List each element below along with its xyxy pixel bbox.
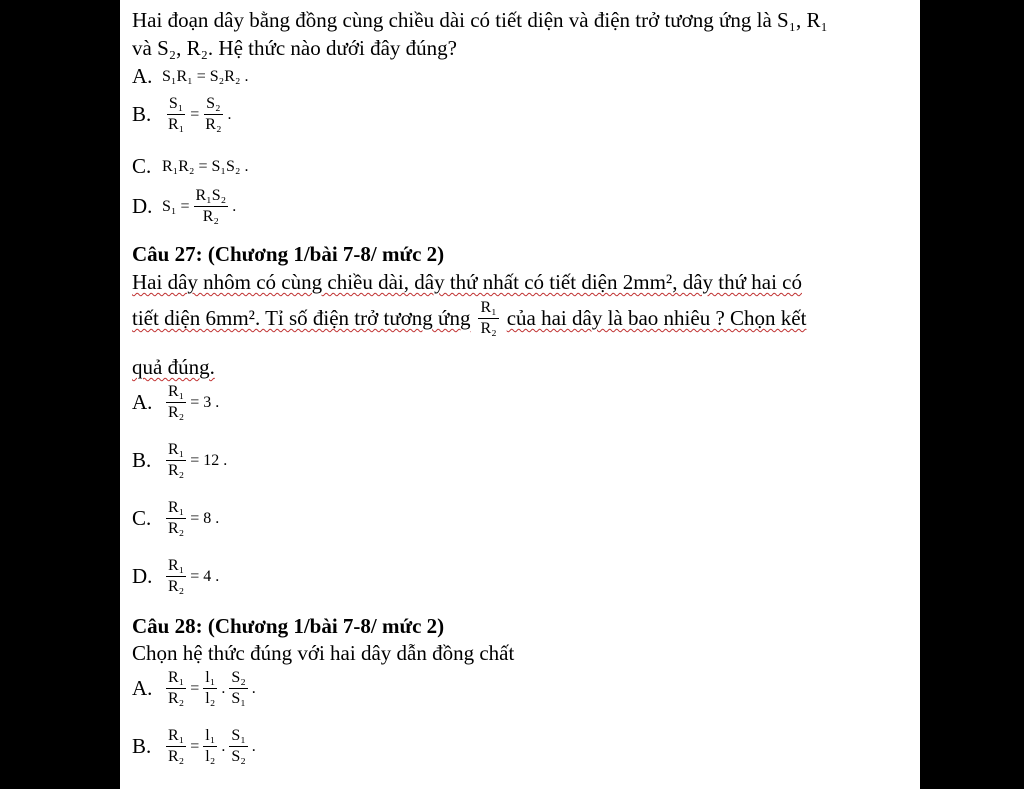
option-rhs: = 8 . [190,509,220,527]
multiply-dot: . [221,679,226,697]
fraction [229,726,247,767]
option-label: D. [132,194,153,218]
numerator: l₁ [203,726,217,747]
denominator: R₂ [480,320,497,337]
q27-option-a [132,382,219,423]
denominator: R₂ [202,208,219,225]
fraction [166,556,186,597]
q28-option-b [132,726,256,767]
denominator: R₂ [205,116,222,133]
denominator: S₂ [231,748,246,765]
q27-line2-start: tiết diện 6mm². Tỉ số điện trở tương ứng [132,306,471,330]
option-label: B. [132,448,152,472]
q27-option-c [132,498,219,539]
fraction [166,94,186,135]
option-label: A. [132,676,153,700]
option-label: C. [132,506,152,530]
q27-option-b [132,440,227,481]
numerator: R₁ [166,726,186,747]
fraction [203,94,223,135]
q28-heading: Câu 28: (Chương 1/bài 7-8/ mức 2) [132,614,445,638]
q28-option-a [132,668,256,709]
q28-line1: Chọn hệ thức đúng với hai dây dẫn đồng chất [132,641,515,665]
fraction [166,726,186,767]
denominator: R₂ [168,462,185,479]
numerator: S₂ [204,94,222,115]
fraction [166,498,186,539]
q27-line1: Hai dây nhôm có cùng chiều dài, dây thứ nhất có tiết diện 2mm², dây thứ hai có [132,270,802,294]
document-page [120,0,920,789]
period: . [251,737,256,755]
fraction [203,726,217,767]
ratio-fraction [478,298,498,339]
fraction [166,668,186,709]
fraction [166,382,186,423]
q27-heading: Câu 27: (Chương 1/bài 7-8/ mức 2) [132,242,445,266]
period: . [232,197,237,215]
fraction [166,440,186,481]
numerator: R₁ [166,556,186,577]
numerator: R₁ [166,498,186,519]
denominator: S₁ [231,690,246,707]
numerator: R₁S₂ [194,186,229,207]
denominator: R₂ [168,404,185,421]
numerator: R₁ [166,440,186,461]
q26-option-d [132,186,236,227]
q27-line3: quả đúng. [132,355,215,379]
numerator: R₁ [478,298,498,319]
numerator: S₂ [229,668,247,689]
fraction [229,668,247,709]
option-rhs: = 3 . [190,393,220,411]
q27-line2 [132,298,806,339]
denominator: R₂ [168,690,185,707]
q27-line2-end: của hai dây là bao nhiêu ? Chọn kết [506,306,807,330]
q26-option-c [132,154,248,179]
fraction [194,186,229,227]
option-label: D. [132,564,153,588]
denominator: R₂ [168,578,185,595]
period: . [227,105,232,123]
q26-option-b [132,94,232,135]
option-rhs: = 4 . [190,567,220,585]
option-label: B. [132,734,152,758]
equals-sign: = [190,679,200,697]
q26-line1: Hai đoạn dây bằng đồng cùng chiều dài có tiết diện và điện trở tương ứng là S₁, R₁ [132,8,828,32]
numerator: l₁ [203,668,217,689]
q26-line2: và S₂, R₂. Hệ thức nào dưới đây đúng? [132,36,457,60]
equals-sign: = [190,737,200,755]
denominator: l₂ [205,690,216,707]
option-expression: S₁R₁ = S₂R₂ . [162,67,249,85]
q26-option-a [132,64,248,89]
option-label: B. [132,102,152,126]
fraction [203,668,217,709]
denominator: R₂ [168,748,185,765]
numerator: S₁ [229,726,247,747]
numerator: R₁ [166,382,186,403]
q27-option-d [132,556,219,597]
option-rhs: = 12 . [190,451,228,469]
option-label: C. [132,154,152,178]
denominator: R₁ [168,116,185,133]
option-label: A. [132,64,153,88]
option-lhs: S₁ = [162,197,190,215]
period: . [251,679,256,697]
numerator: R₁ [166,668,186,689]
option-label: A. [132,390,153,414]
numerator: S₁ [167,94,185,115]
equals-sign: = [190,105,200,123]
denominator: R₂ [168,520,185,537]
multiply-dot: . [221,737,226,755]
option-expression: R₁R₂ = S₁S₂ . [162,157,249,175]
denominator: l₂ [205,748,216,765]
